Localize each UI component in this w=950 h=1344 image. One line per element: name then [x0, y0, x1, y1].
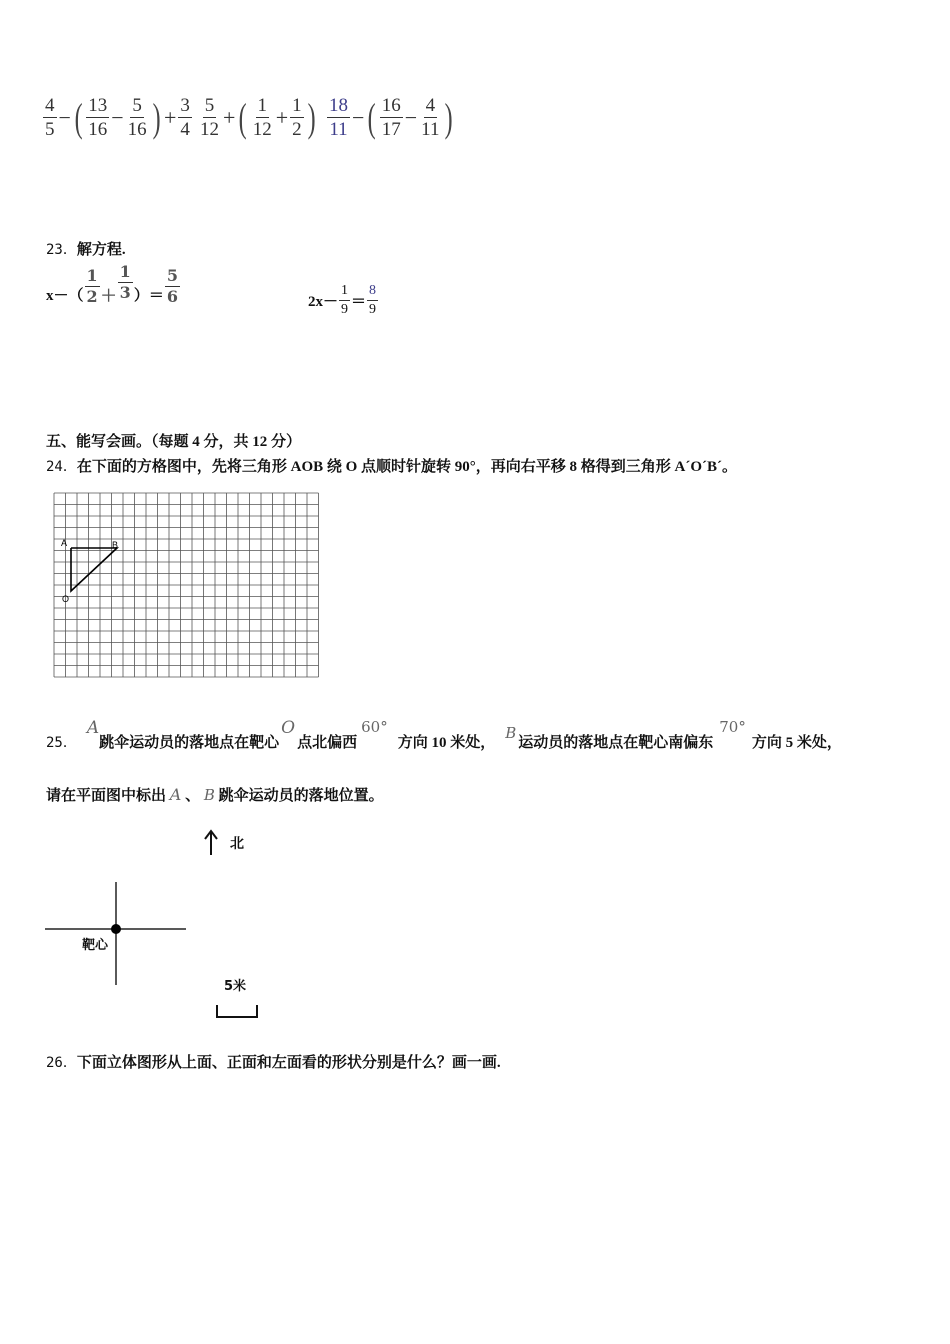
grid-lines — [54, 493, 319, 677]
target-center-label: 靶心 — [82, 938, 109, 953]
fraction: $\frac{5}{6}$ — [166, 265, 178, 306]
scale-label: 5米 — [224, 979, 247, 994]
question-text: 解方程. — [76, 242, 126, 258]
equation-lhs: 2x－ — [308, 293, 339, 310]
left-paren: ( — [239, 94, 248, 140]
question-text: 方向 10 米处， — [397, 735, 496, 751]
angle-60: 60° — [361, 718, 388, 736]
operator: + — [223, 104, 236, 130]
equation-1 — [46, 261, 181, 318]
calc-expression-1 — [42, 96, 193, 139]
left-paren: ( — [368, 94, 377, 140]
north-label: 北 — [230, 836, 244, 852]
question-23-heading — [46, 238, 126, 259]
question-number: 24． — [46, 459, 77, 475]
right-paren: ) — [307, 94, 316, 140]
fraction: $\frac{1}{12}$ — [252, 95, 272, 140]
right-paren: ) — [445, 94, 454, 140]
fraction: $\frac{4}{11}$ — [421, 95, 440, 140]
question-number: 23． — [46, 242, 77, 258]
variable-a: A — [169, 785, 182, 804]
fraction: $\frac{1}{2}$ — [292, 95, 302, 140]
operator: ＋ — [100, 285, 117, 305]
question-text: 方向 5 米处， — [751, 735, 842, 751]
question-25-line-2 — [46, 784, 384, 805]
calc-expression-3 — [326, 96, 456, 139]
fraction: $\frac{5}{12}$ — [200, 95, 219, 140]
variable-a: A — [86, 718, 100, 738]
question-number: 25． — [46, 735, 77, 751]
variable-b: B — [203, 786, 215, 804]
target-plan-figure — [40, 825, 280, 1025]
separator: 、 — [185, 788, 201, 804]
variable-o: O — [281, 718, 296, 738]
operator: + — [164, 104, 177, 130]
question-text: 下面立体图形从上面、正面和左面看的形状分别是什么？画一画. — [76, 1055, 501, 1071]
equation-rhs: ）＝ — [133, 287, 164, 304]
fraction: $\frac{8}{9}$ — [369, 282, 377, 317]
calc-expression-2 — [197, 96, 318, 139]
target-center-dot — [111, 924, 121, 934]
question-text: 跳伞运动员的落地点在靶心 — [99, 735, 280, 751]
left-paren: ( — [74, 94, 83, 140]
question-24 — [46, 455, 737, 476]
equation-2 — [308, 280, 379, 320]
operator: − — [111, 104, 124, 130]
label-a: A — [61, 538, 68, 548]
section-5-title: 五、能写会画。（每题 4 分，共 12 分） — [46, 434, 302, 450]
equation-lhs: x－（ — [46, 287, 84, 304]
question-number: 26． — [46, 1055, 77, 1071]
operator: + — [275, 104, 289, 130]
label-b: B — [112, 540, 119, 550]
fraction: $\frac{3}{4}$ — [180, 95, 190, 140]
fraction: $\frac{1}{3}$ — [119, 261, 131, 302]
question-26 — [46, 1051, 501, 1072]
grid-figure — [50, 490, 325, 680]
fraction: $\frac{13}{16}$ — [88, 95, 108, 140]
fraction: $\frac{16}{17}$ — [381, 95, 401, 140]
question-text: 请在平面图中标出 — [46, 788, 167, 804]
fraction: $\frac{5}{16}$ — [127, 95, 147, 140]
right-paren: ) — [152, 94, 161, 140]
variable-b: B — [505, 724, 517, 742]
operator: − — [352, 104, 365, 130]
fraction: $\frac{18}{11}$ — [329, 95, 348, 140]
operator: − — [58, 104, 71, 130]
question-text: 跳伞运动员的落地位置。 — [218, 788, 384, 804]
fraction: $\frac{1}{2}$ — [86, 265, 98, 306]
question-text: 点北偏西 — [297, 735, 358, 751]
question-25-line-1 — [46, 718, 842, 754]
triangle-aob — [71, 548, 117, 591]
fraction: $\frac{1}{9}$ — [341, 282, 349, 317]
question-text: 在下面的方格图中，先将三角形 AOB 绕 O 点顺时针旋转 90°，再向右平移 8 格得到三角形 A´O´B´。 — [76, 459, 738, 475]
equals: ＝ — [351, 293, 367, 310]
operator: − — [404, 104, 418, 130]
question-text: 运动员的落地点在靶心南偏东 — [518, 735, 714, 751]
label-o: O — [62, 594, 70, 604]
scale-bar — [217, 1005, 257, 1017]
fraction: $\frac{4}{5}$ — [45, 95, 55, 140]
angle-70: 70° — [719, 718, 746, 736]
